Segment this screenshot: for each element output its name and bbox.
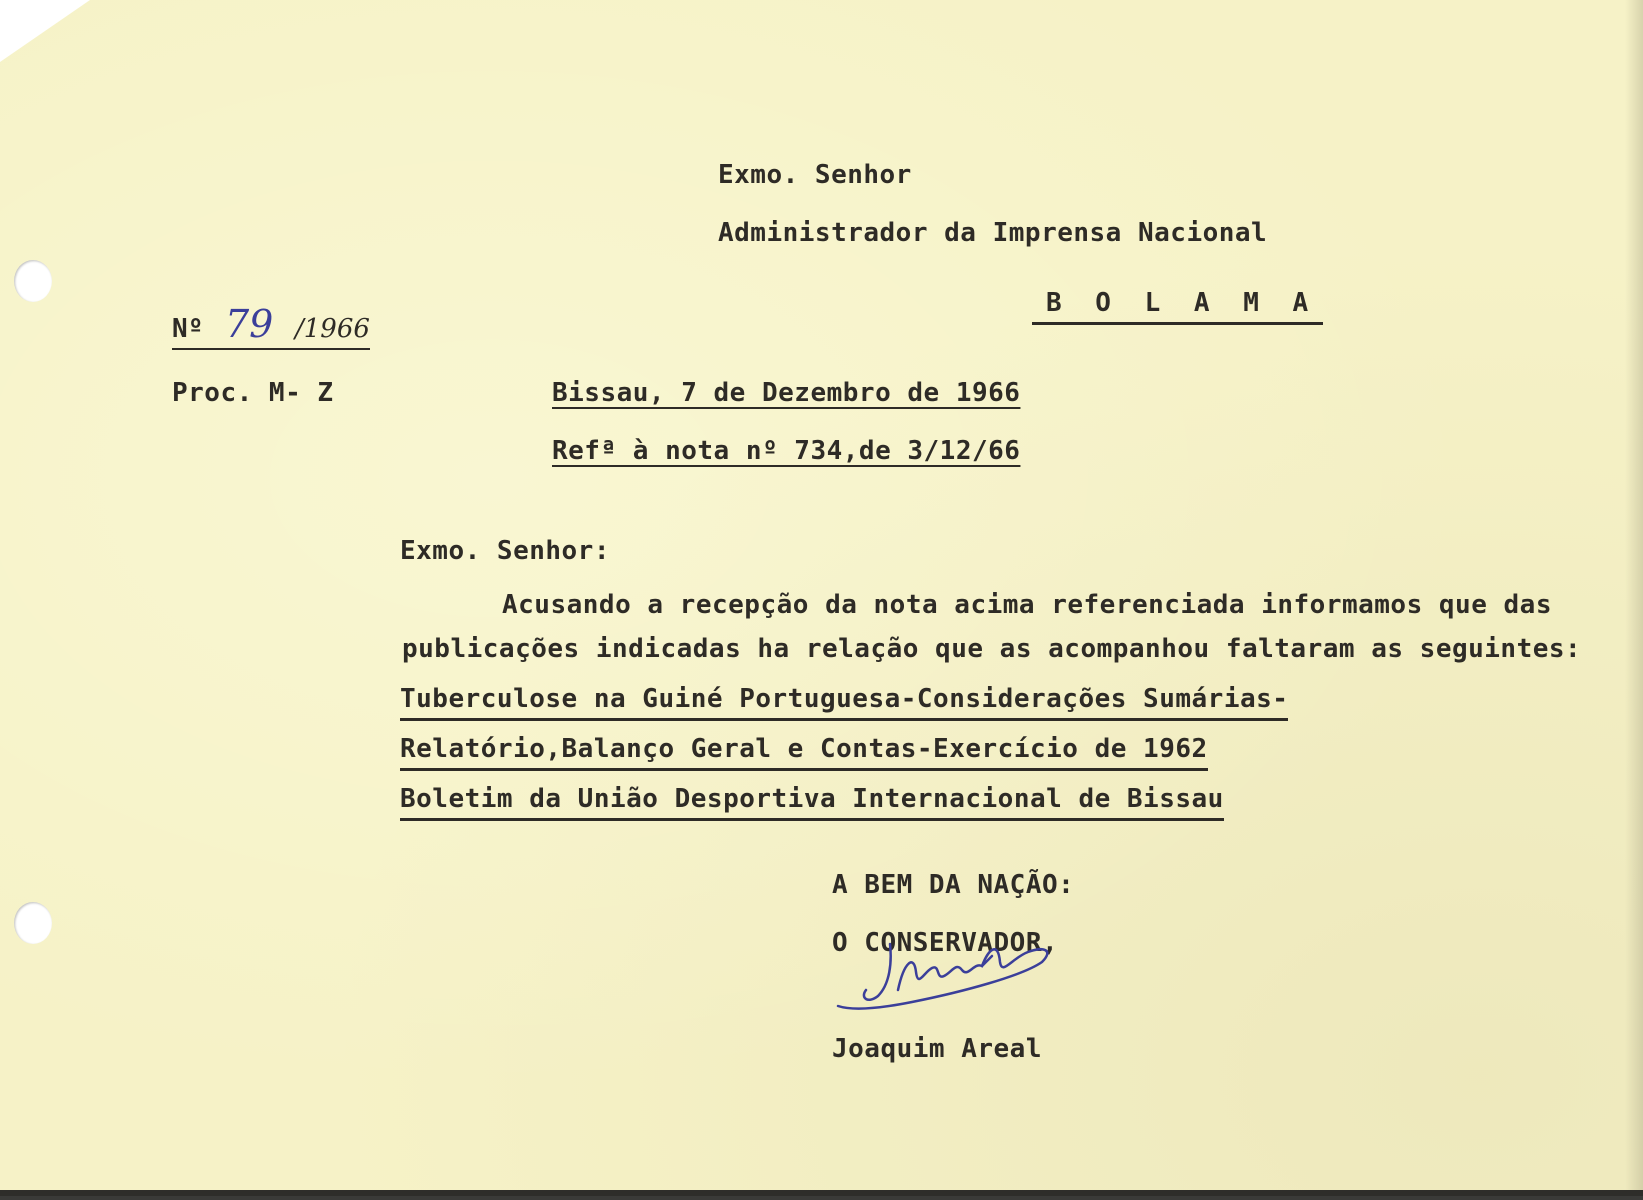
- punch-hole-bottom: [14, 902, 52, 944]
- body-paragraph-line-1: Acusando a recepção da nota acima referenciada informamos que das: [502, 590, 1552, 620]
- missing-item-2: Relatório,Balanço Geral e Contas-Exercício de 1962: [400, 734, 1208, 771]
- body-greeting: Exmo. Senhor:: [400, 536, 610, 566]
- signatory-name: Joaquim Areal: [832, 1034, 1042, 1064]
- closing-title: O CONSERVADOR,: [832, 928, 1059, 958]
- page-edge-shadow: [1625, 0, 1643, 1196]
- missing-item-3: Boletim da União Desportiva Internacional de Bissau: [400, 784, 1224, 821]
- reference-number-year: /1966: [294, 314, 370, 344]
- process-code: Proc. M- Z: [172, 378, 334, 408]
- place-date: Bissau, 7 de Dezembro de 1966: [552, 378, 1021, 408]
- reference-number: [172, 302, 370, 350]
- reference-number-prefix: Nº: [172, 314, 204, 344]
- header-salutation: Exmo. Senhor: [718, 160, 912, 190]
- body-paragraph-line-2: publicações indicadas ha relação que as acompanhou faltaram as seguintes:: [402, 634, 1582, 664]
- handwritten-signature: [832, 932, 1082, 1032]
- reference-number-handwritten: 79: [224, 302, 274, 346]
- missing-item-1: Tuberculose na Guiné Portuguesa-Considerações Sumárias-: [400, 684, 1288, 721]
- closing-motto: A BEM DA NAÇÃO:: [832, 870, 1075, 900]
- scan-bottom-edge: [0, 1190, 1643, 1196]
- torn-corner: [0, 0, 90, 62]
- reference-note: Refª à nota nº 734,de 3/12/66: [552, 436, 1021, 466]
- header-recipient: Administrador da Imprensa Nacional: [718, 218, 1268, 248]
- punch-hole-top: [14, 260, 52, 302]
- header-city: B O L A M A: [1032, 288, 1323, 325]
